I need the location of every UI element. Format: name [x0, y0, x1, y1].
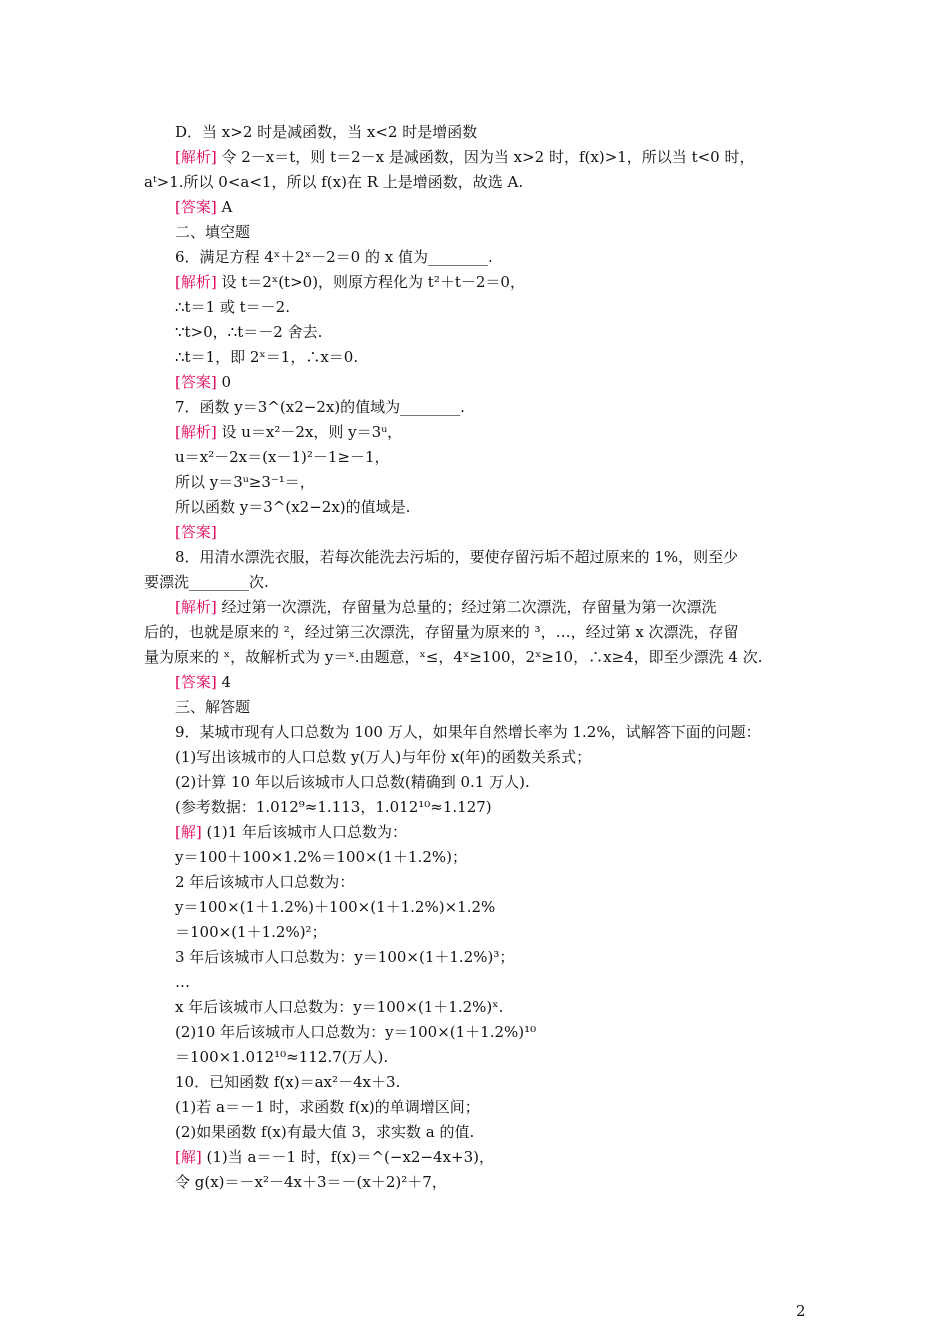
text-line: 令 g(x)＝－x²－4x＋3＝－(x＋2)²＋7，	[175, 1173, 447, 1191]
analysis-line: [解析] 令 2－x＝t，则 t＝2－x 是减函数，因为当 x>2 时，f(x)>1，所以当 t<0 时，	[175, 148, 755, 166]
answer-tag: [答案]	[175, 373, 217, 391]
text-line: ∴t＝1 或 t＝－2.	[175, 298, 290, 316]
text-line: ＝100×(1＋1.2%)²；	[175, 923, 327, 941]
solution-tag: [解]	[175, 1148, 202, 1166]
answer-line: [答案] A	[175, 198, 233, 216]
answer-line: [答案] 4	[175, 673, 232, 691]
text-line: (1)若 a＝－1 时，求函数 f(x)的单调增区间；	[175, 1098, 480, 1116]
text-line: aᵗ>1.所以 0<a<1，所以 f(x)在 R 上是增函数，故选 A.	[144, 173, 524, 191]
text-line: 所以 y＝3ᵘ≥3⁻¹＝，	[175, 473, 315, 491]
solution-tag: [解]	[175, 823, 202, 841]
text-line: y＝100＋100×1.2%＝100×(1＋1.2%)；	[175, 848, 467, 866]
text-line: (2)10 年后该城市人口总数为：y＝100×(1＋1.2%)¹⁰	[175, 1023, 537, 1041]
question-8: 8．用清水漂洗衣服，若每次能洗去污垢的，要使存留污垢不超过原来的 1%，则至少	[175, 548, 739, 566]
text-line: ∵t>0，∴t＝－2 舍去.	[175, 323, 323, 341]
analysis-tag: [解析]	[175, 148, 217, 166]
analysis-tag: [解析]	[175, 598, 217, 616]
page-number: 2	[796, 1302, 806, 1320]
analysis-tag: [解析]	[175, 423, 217, 441]
text-line: 2 年后该城市人口总数为：	[175, 873, 355, 891]
question-7: 7．函数 y＝3^(x2−2x)的值域为________.	[175, 398, 465, 416]
answer-line	[175, 520, 217, 544]
text-line: ＝100×1.012¹⁰≈112.7(万人).	[175, 1048, 389, 1066]
section-heading: 二、填空题	[175, 223, 251, 241]
analysis-line: [解析] 设 t＝2ˣ(t>0)，则原方程化为 t²＋t－2＝0，	[175, 273, 525, 291]
text-line: 3 年后该城市人口总数为：y＝100×(1＋1.2%)³；	[175, 948, 515, 966]
text-line: 量为原来的 ˣ，故解析式为 y＝ˣ.由题意，ˣ≤，4ˣ≥100，2ˣ≥10，∴x≥4，即至少漂洗 4 次.	[144, 648, 763, 666]
text-line: 要漂洗________次.	[144, 573, 269, 591]
answer-tag: [答案]	[175, 523, 217, 541]
text-line: u＝x²－2x＝(x－1)²－1≥－1，	[175, 448, 390, 466]
text-line: 所以函数 y＝3^(x2−2x)的值域是.	[175, 498, 411, 516]
answer-tag: [答案]	[175, 198, 217, 216]
question-10: 10．已知函数 f(x)＝ax²－4x＋3.	[175, 1073, 401, 1091]
section-heading: 三、解答题	[175, 698, 251, 716]
text-line: …	[175, 973, 190, 991]
text-line: y＝100×(1＋1.2%)＋100×(1＋1.2%)×1.2%	[175, 898, 496, 916]
option-d: D．当 x>2 时是减函数，当 x<2 时是增函数	[175, 123, 478, 141]
text-line: (1)写出该城市的人口总数 y(万人)与年份 x(年)的函数关系式；	[175, 748, 592, 766]
text-line: 后的，也就是原来的 ²，经过第三次漂洗，存留量为原来的 ³，…，经过第 x 次漂洗，存留	[144, 623, 739, 641]
text-line: (参考数据：1.012⁹≈1.113，1.012¹⁰≈1.127)	[175, 798, 492, 816]
analysis-line: [解析] 经过第一次漂洗，存留量为总量的；经过第二次漂洗，存留量为第一次漂洗	[175, 598, 717, 616]
text-line: (2)计算 10 年以后该城市人口总数(精确到 0.1 万人).	[175, 773, 530, 791]
question-6: 6．满足方程 4ˣ＋2ˣ－2＝0 的 x 值为________.	[175, 248, 493, 266]
text-line: ∴t＝1，即 2ˣ＝1，∴x＝0.	[175, 348, 359, 366]
solution-line: [解] (1)1 年后该城市人口总数为：	[175, 823, 408, 841]
text-line: x 年后该城市人口总数为：y＝100×(1＋1.2%)ˣ.	[175, 998, 504, 1016]
answer-line: [答案] 0	[175, 373, 232, 391]
question-9: 9．某城市现有人口总数为 100 万人，如果年自然增长率为 1.2%，试解答下面的问题：	[175, 723, 761, 741]
analysis-line: [解析] 设 u＝x²－2x，则 y＝3ᵘ，	[175, 423, 403, 441]
text-line: (2)如果函数 f(x)有最大值 3，求实数 a 的值.	[175, 1123, 475, 1141]
analysis-tag: [解析]	[175, 273, 217, 291]
solution-line: [解] (1)当 a＝－1 时，f(x)＝^(−x2−4x+3)，	[175, 1148, 495, 1166]
answer-tag: [答案]	[175, 673, 217, 691]
